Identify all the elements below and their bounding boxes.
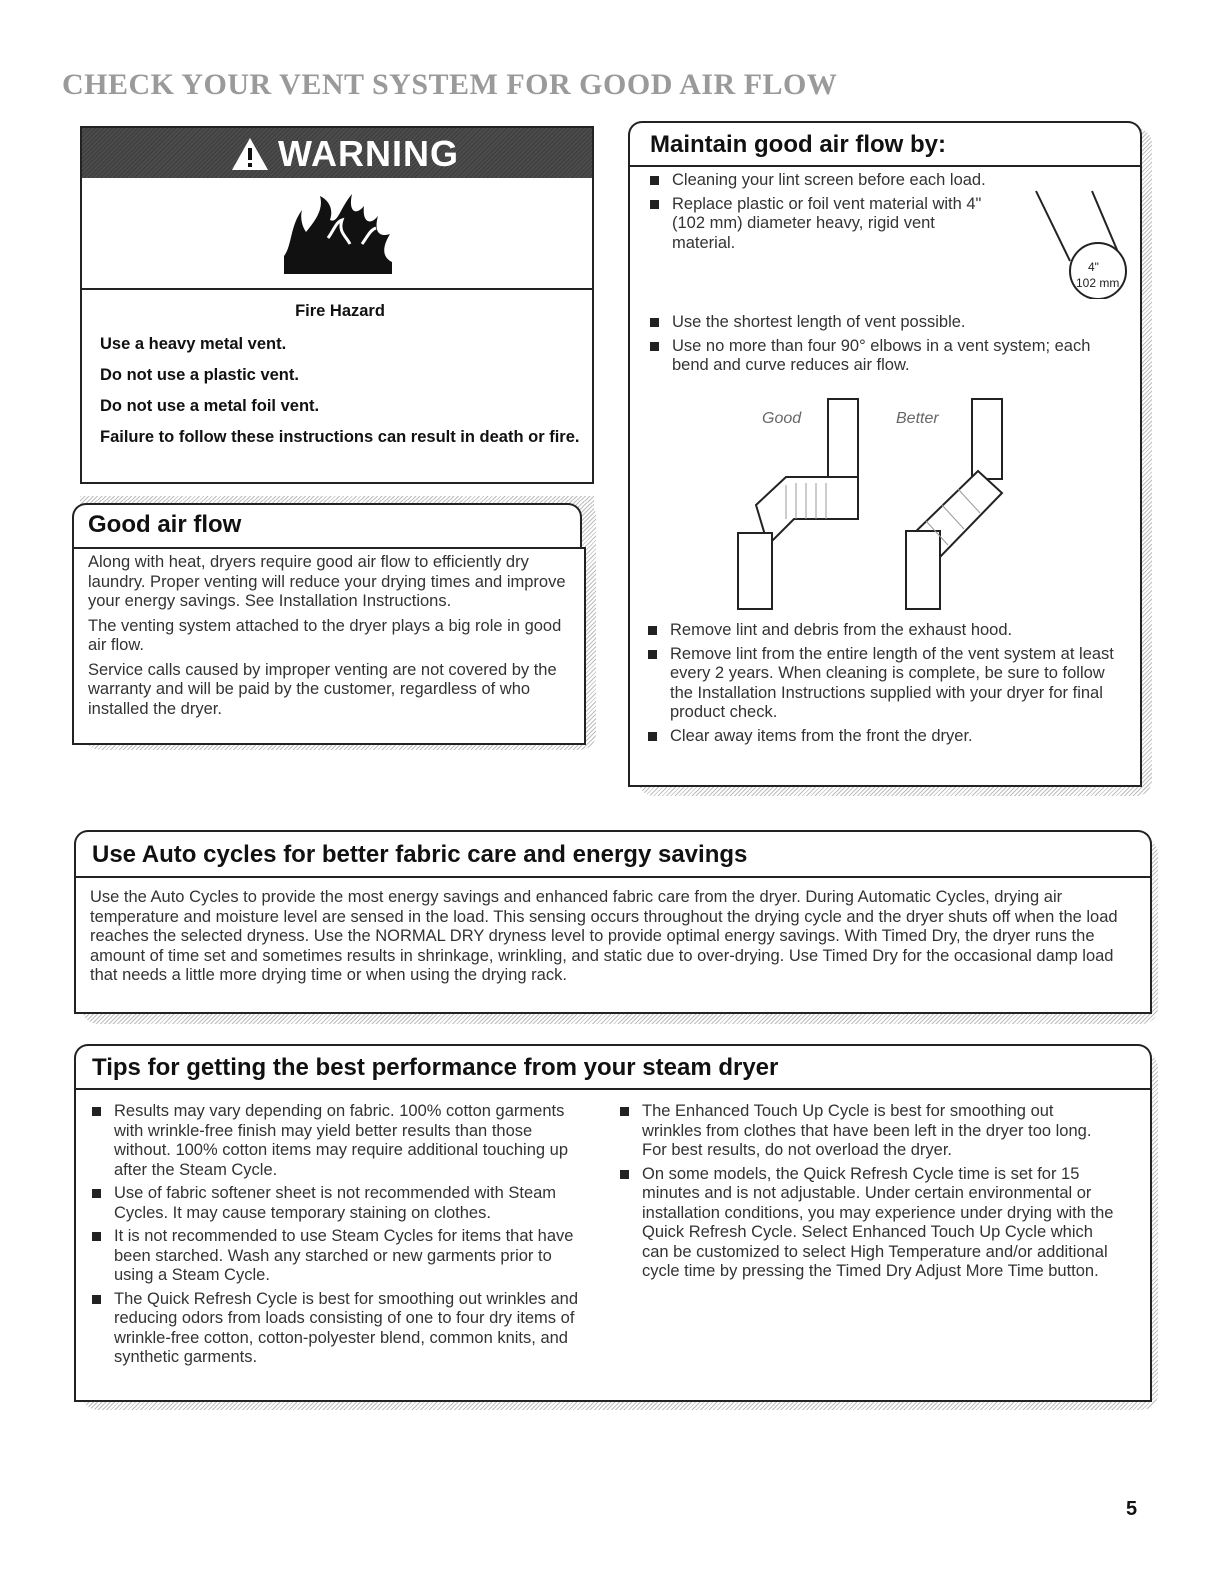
list-item: Use the shortest length of vent possible. xyxy=(646,313,1116,333)
list-item: Replace plastic or foil vent material with 4" (102 mm) diameter heavy, rigid vent material. xyxy=(646,195,982,254)
good-air-flow-paragraph: The venting system attached to the dryer plays a big role in good air flow. xyxy=(88,616,562,654)
good-air-flow-body xyxy=(72,547,586,745)
tips-list-right xyxy=(616,1102,1116,1286)
label-good: Good xyxy=(762,410,802,427)
warning-triangle-icon xyxy=(230,136,270,172)
maintain-list-mid xyxy=(646,313,1116,380)
good-air-flow-paragraph: Service calls caused by improper venting are not covered by the warranty and will be paid by the customer, regardless of who installed the dryer. xyxy=(88,660,557,718)
better-elbow-icon xyxy=(906,399,1002,609)
elbow-diagram xyxy=(726,393,1016,611)
list-item: On some models, the Quick Refresh Cycle time is set for 15 minutes and is not adjustable. Under certain environmental or installation conditions, you may experience under drying with the Quick Refresh Cycle. Select Enhanced Touch Up Cycle which can be customized to select High Temperature and/or additional cycle time by pressing the Timed Dry Adjust More Time button. xyxy=(616,1165,1116,1282)
fire-icon-panel xyxy=(82,178,592,290)
fire-icon xyxy=(280,186,398,276)
diameter-label-in: 4" xyxy=(1088,260,1099,274)
auto-cycles-body xyxy=(74,876,1152,1014)
label-better: Better xyxy=(896,410,939,427)
list-item: Clear away items from the front the dryer. xyxy=(644,727,1120,747)
list-item: It is not recommended to use Steam Cycles for items that have been starched. Wash any starched or new garments prior to using a Steam Cycle. xyxy=(88,1227,586,1286)
warning-banner xyxy=(82,128,592,178)
auto-cycles-text: Use the Auto Cycles to provide the most energy savings and enhanced fabric care from the dryer. During Automatic Cycles, drying air temperature and moisture level are sensed in the load. This sensing occurs throughout the drying cycle and the dryer shuts off when the load reaches the selected dryness. Use the NORMAL DRY dryness level to provide optimal energy savings. With Timed Dry, the dryer runs the amount of time set and sometimes results in shrinkage, wrinkling, and static due to over-drying. Use Timed Dry for the occasional damp load that needs a little more drying time or when using the drying rack. xyxy=(90,888,1118,984)
warning-line: Use a heavy metal vent. xyxy=(100,335,287,353)
list-item: Remove lint from the entire length of the vent system at least every 2 years. When cleaning is complete, be sure to follow the Installation Instructions supplied with your dryer for final product check. xyxy=(644,645,1120,723)
maintain-body xyxy=(628,165,1142,787)
tips-body xyxy=(74,1088,1152,1402)
good-elbow-icon xyxy=(738,399,858,609)
auto-cycles-title: Use Auto cycles for better fabric care and energy savings xyxy=(92,841,748,868)
warning-box xyxy=(80,126,594,484)
page-number: 5 xyxy=(1126,1498,1138,1520)
maintain-list-bottom xyxy=(644,621,1120,750)
list-item: Cleaning your lint screen before each load. xyxy=(646,171,1042,191)
fire-hazard-title: Fire Hazard xyxy=(295,302,385,320)
warning-line: Do not use a metal foil vent. xyxy=(100,397,320,415)
maintain-title: Maintain good air flow by: xyxy=(650,131,946,158)
maintain-header xyxy=(628,121,1142,167)
tips-header xyxy=(74,1044,1152,1090)
warning-line: Failure to follow these instructions can result in death or fire. xyxy=(100,428,580,446)
list-item: Remove lint and debris from the exhaust hood. xyxy=(644,621,1120,641)
tips-list-left xyxy=(88,1102,586,1372)
good-air-flow-header xyxy=(72,503,582,549)
warning-banner-label: WARNING xyxy=(278,133,459,174)
tips-title: Tips for getting the best performance from your steam dryer xyxy=(92,1054,779,1081)
list-item: Use of fabric softener sheet is not recommended with Steam Cycles. It may cause temporary staining on clothes. xyxy=(88,1184,586,1223)
list-item: Use no more than four 90° elbows in a vent system; each bend and curve reduces air flow. xyxy=(646,337,1112,376)
good-air-flow-title: Good air flow xyxy=(88,511,242,538)
list-item: The Enhanced Touch Up Cycle is best for smoothing out wrinkles from clothes that have been left in the dryer too long. For best results, do not overload the dryer. xyxy=(616,1102,1116,1161)
maintain-list-top xyxy=(646,171,1016,257)
diameter-label-mm: 102 mm xyxy=(1076,276,1120,290)
vent-diameter-diagram xyxy=(1030,189,1140,299)
good-air-flow-paragraph: Along with heat, dryers require good air flow to efficiently dry laundry. Proper venting will reduce your drying times and improve your energy savings. See Installation Instructions. xyxy=(88,553,566,610)
page-title: CHECK YOUR VENT SYSTEM FOR GOOD AIR FLOW xyxy=(62,68,838,101)
list-item: Results may vary depending on fabric. 100% cotton garments with wrinkle-free finish may yield better results than those without. 100% cotton items may require additional touching up after the Steam Cycle. xyxy=(88,1102,586,1180)
warning-line: Do not use a plastic vent. xyxy=(100,366,299,384)
list-item: The Quick Refresh Cycle is best for smoothing out wrinkles and reducing odors from loads consisting of one to four dry items of wrinkle-free cotton, cotton-polyester blend, common knits, and synthetic garments. xyxy=(88,1290,586,1368)
auto-cycles-header xyxy=(74,830,1152,878)
